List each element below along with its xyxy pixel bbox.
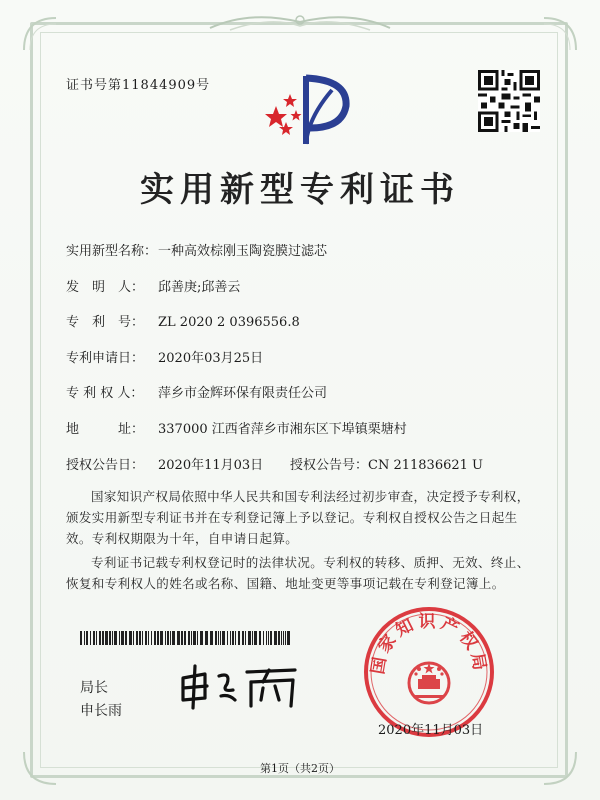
field-label: 授权公告日： xyxy=(66,458,145,473)
signatory-name: 申长雨 xyxy=(80,703,122,719)
field-utility-model-name xyxy=(66,240,327,259)
field-value: 2020年11月03日 xyxy=(158,458,264,473)
field-label: 实用新型名称： xyxy=(66,244,158,259)
field-label: 专 利 权 人： xyxy=(66,386,144,401)
signatory-title: 局长 xyxy=(80,680,108,696)
field-patent-number xyxy=(66,311,300,330)
legal-status-paragraph: 专利证书记载专利权登记时的法律状况。专利权的转移、质押、无效、终止、恢复和专利权人的姓名或名称、国籍、地址变更等事项记载在专利登记簿上。 xyxy=(66,555,530,591)
national-emblem-icon xyxy=(409,663,449,703)
field-inventor xyxy=(66,276,240,295)
cnipa-logo-icon xyxy=(262,70,356,150)
field-label: 专 利 号： xyxy=(66,315,145,330)
field-value: 邱善庚;邱善云 xyxy=(158,280,241,295)
field-label: 授权公告号： xyxy=(290,458,369,473)
seal-date: 2020年11月03日 xyxy=(378,723,484,738)
field-label: 专利申请日： xyxy=(66,351,145,366)
field-label: 发 明 人： xyxy=(66,280,145,295)
field-address xyxy=(66,418,407,437)
grant-statement-paragraph: 国家知识产权局依照中华人民共和国专利法经过初步审查，决定授予专利权，颁发实用新型专利证书并在专利登记簿上予以登记。专利权自授权公告之日起生效。专利权期限为十年，自申请日起算。 xyxy=(66,489,530,546)
barcode-icon xyxy=(80,631,290,645)
field-value: 萍乡市金辉环保有限责任公司 xyxy=(158,386,328,401)
page-indicator: 第1页（共2页） xyxy=(260,762,340,775)
field-label: 地 址： xyxy=(66,422,145,437)
field-announcement xyxy=(66,454,483,473)
certificate-title: 实用新型专利证书 xyxy=(140,170,460,210)
field-value: CN 211836621 U xyxy=(368,458,483,473)
certificate-number: 证书号第11844909号 xyxy=(66,78,211,93)
field-value: 337000 江西省萍乡市湘东区下埠镇栗塘村 xyxy=(158,422,407,437)
qr-code-icon xyxy=(478,70,540,132)
field-value: ZL 2020 2 0396556.8 xyxy=(158,315,300,330)
field-value: 一种高效棕刚玉陶瓷膜过滤芯 xyxy=(158,244,328,259)
corner-ornament-top-right xyxy=(540,14,580,54)
field-value: 2020年03月25日 xyxy=(158,351,264,366)
seal-text: 国家知识产权局 xyxy=(368,612,490,676)
corner-ornament-top-left xyxy=(20,14,60,54)
field-filing-date xyxy=(66,347,263,366)
handwritten-signature xyxy=(175,662,305,710)
top-ornament xyxy=(200,8,400,34)
field-patentee xyxy=(66,382,327,401)
